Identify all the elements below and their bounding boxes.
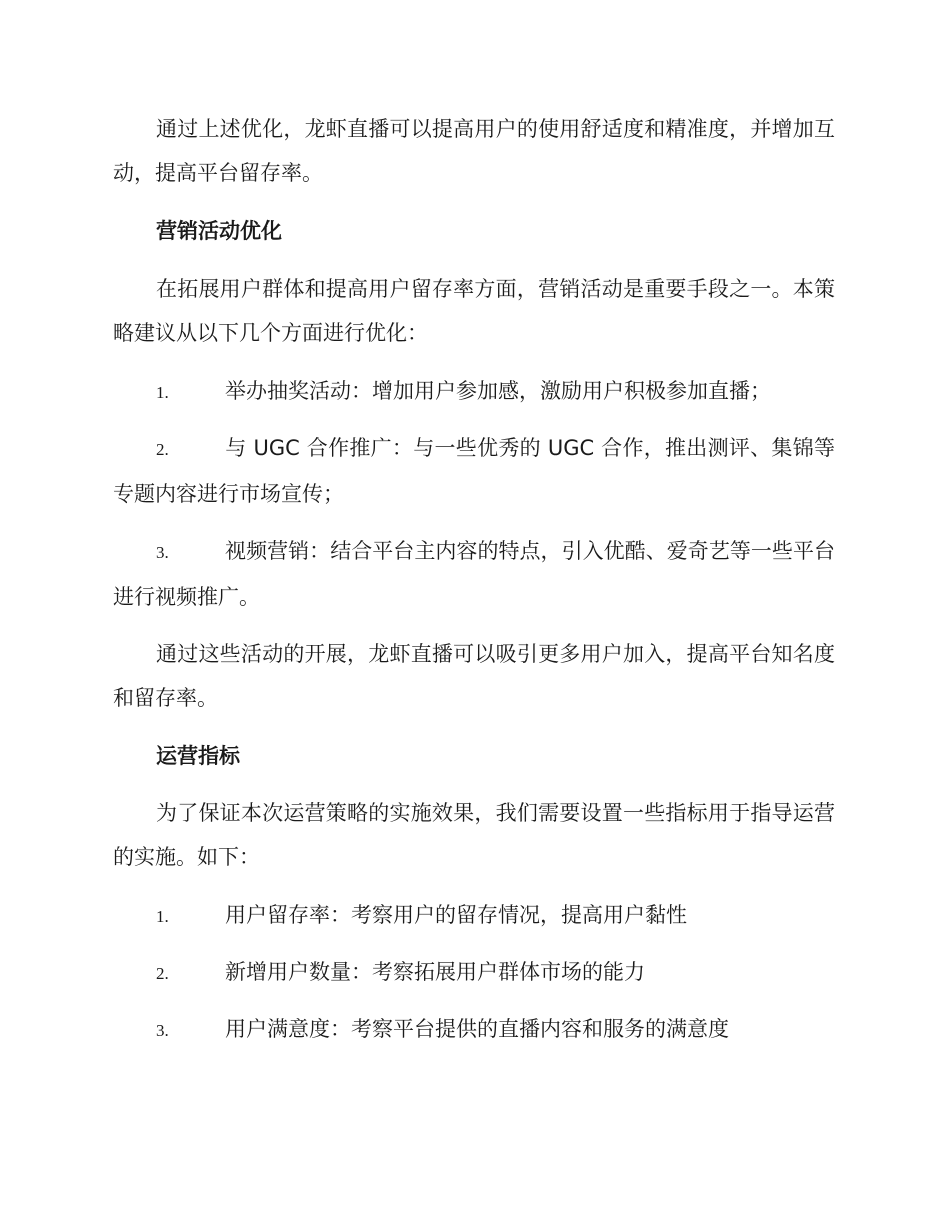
list-item xyxy=(113,950,835,996)
list-item xyxy=(113,426,835,516)
list-item xyxy=(113,529,835,619)
list-item xyxy=(113,1007,835,1053)
list-item xyxy=(113,893,835,939)
paragraph: 为了保证本次运营策略的实施效果，我们需要设置一些指标用于指导运营的实施。如下： xyxy=(113,801,835,869)
list-item xyxy=(113,369,835,415)
list-number: 2. xyxy=(156,440,169,459)
list-text: 用户留存率：考察用户的留存情况，提高用户黏性 xyxy=(225,903,687,927)
paragraph: 通过上述优化，龙虾直播可以提高用户的使用舒适度和精准度，并增加互动，提高平台留存率。 xyxy=(113,117,835,185)
list-number: 1. xyxy=(156,907,169,926)
list-text: 视频营销：结合平台主内容的特点，引入优酷、爱奇艺等一些平台进行视频推广。 xyxy=(113,539,835,609)
list-text: 举办抽奖活动：增加用户参加感，激励用户积极参加直播； xyxy=(225,379,771,403)
list-number: 2. xyxy=(156,964,169,983)
list-text: 与 UGC 合作推广：与一些优秀的 UGC 合作，推出测评、集锦等专题内容进行市场宣传； xyxy=(113,436,835,506)
list-text: 新增用户数量：考察拓展用户群体市场的能力 xyxy=(225,960,645,984)
list-number: 1. xyxy=(156,383,169,402)
paragraph: 通过这些活动的开展，龙虾直播可以吸引更多用户加入，提高平台知名度和留存率。 xyxy=(113,642,835,710)
list-number: 3. xyxy=(156,543,169,562)
list-number: 3. xyxy=(156,1021,169,1040)
section-heading: 运营指标 xyxy=(156,744,240,768)
section-heading: 营销活动优化 xyxy=(156,219,282,243)
paragraph: 在拓展用户群体和提高用户留存率方面，营销活动是重要手段之一。本策略建议从以下几个方面进行优化： xyxy=(113,277,835,345)
list-text: 用户满意度：考察平台提供的直播内容和服务的满意度 xyxy=(225,1017,729,1041)
